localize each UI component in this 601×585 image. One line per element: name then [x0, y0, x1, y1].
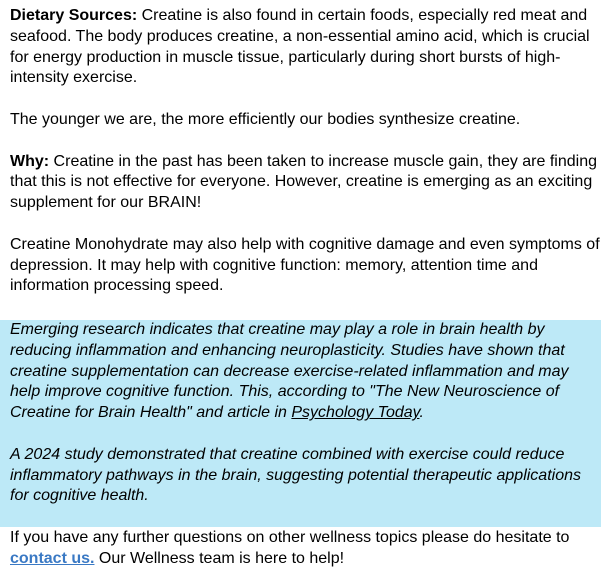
research-text: Emerging research indicates that creatine may play a role in brain health by reducing inflammation and enhancing neuroplasticity. Studies have shown that creatine supplementation can decrease exercise-related inflammation and may help improve cognitive function. This, according to "The New Neuroscience of Creatine for Brain Health" and article in: [10, 321, 569, 422]
psychology-today-link[interactable]: Psychology Today: [291, 404, 420, 422]
research-callout: [0, 320, 601, 527]
dietary-sources-label: Dietary Sources:: [10, 7, 138, 24]
contact-paragraph: [10, 528, 601, 570]
closing-text: Our Wellness team is here to help!: [94, 549, 345, 567]
dietary-sources-text: Creatine is also found in certain foods, especially red meat and seafood. The body produces creatine, a non-essential amino acid, which is crucial for energy production in muscle tissue, particularly during short bursts of high-intensity exercise.: [10, 7, 590, 87]
younger-paragraph: The younger we are, the more efficiently our bodies synthesize creatine.: [10, 110, 521, 128]
spacer: [10, 424, 595, 445]
spacer: [10, 214, 601, 235]
why-label: Why:: [10, 152, 50, 170]
spacer: [10, 131, 601, 152]
dietary-sources-paragraph: [10, 6, 601, 89]
research-paragraph: [10, 320, 595, 424]
callout-content: [10, 320, 595, 507]
monohydrate-paragraph: Creatine Monohydrate may also help with cognitive damage and even symptoms of depression. It may help with cognitive function: memory, attention time and information processing speed.: [10, 235, 600, 295]
contact-us-link[interactable]: contact us.: [10, 549, 95, 567]
intro-section: [0, 6, 601, 297]
research-end: .: [419, 404, 424, 422]
why-paragraph: [10, 152, 601, 214]
question-text: If you have any further questions on other wellness topics please do hesitate to: [10, 529, 570, 546]
spacer: [10, 89, 601, 110]
study-paragraph: A 2024 study demonstrated that creatine combined with exercise could reduce inflammatory pathways in the brain, suggesting potential therapeutic applications for cognitive health.: [10, 445, 581, 505]
footer-section: [0, 528, 601, 570]
why-text: Creatine in the past has been taken to increase muscle gain, they are finding that this is not effective for everyone. However, creatine is emerging as an exciting supplement for our BRAIN!: [10, 152, 597, 212]
